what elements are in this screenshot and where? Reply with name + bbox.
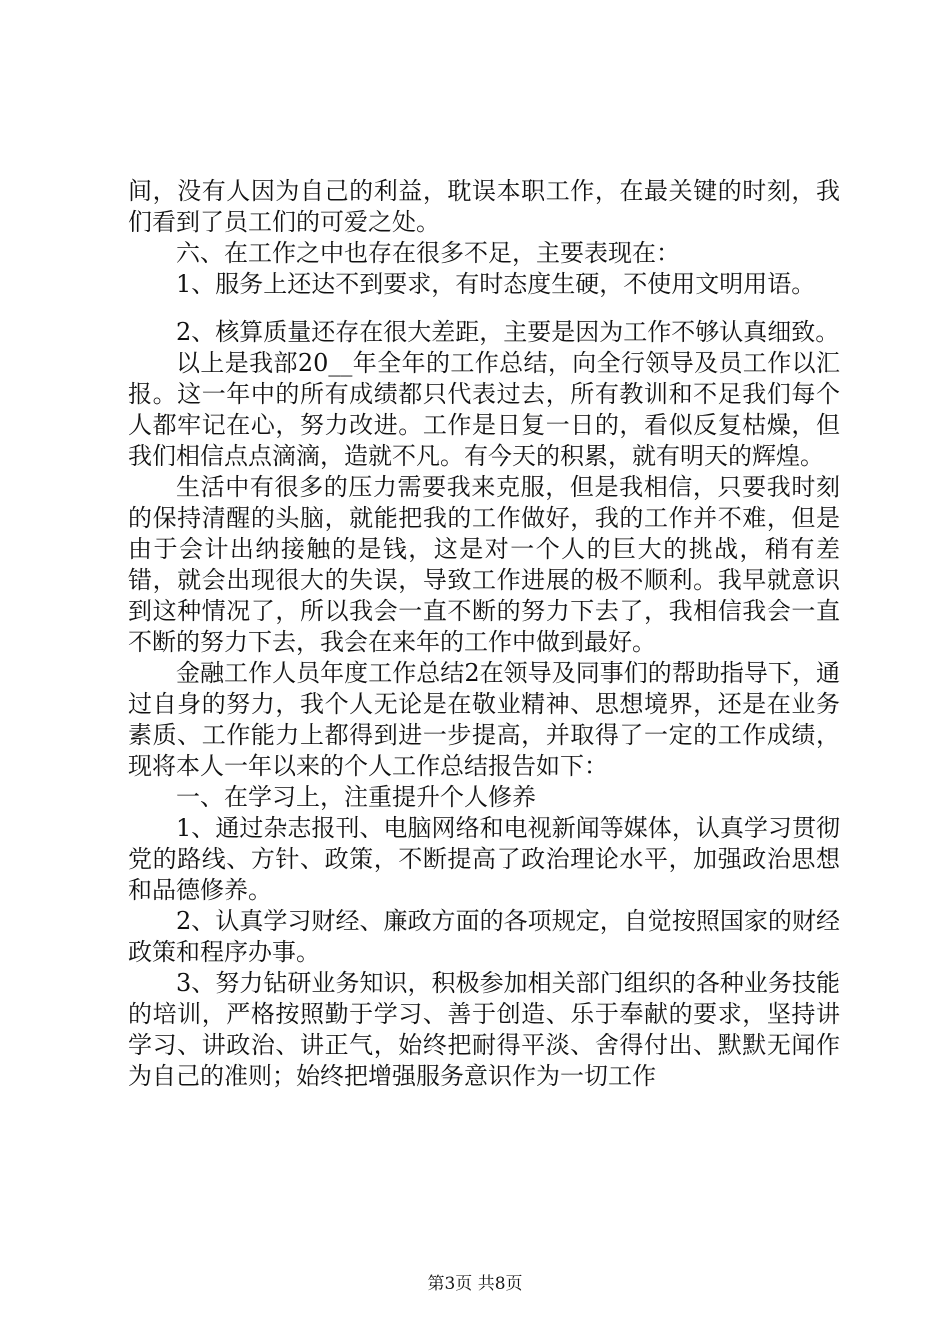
paragraph-report-2-intro: 金融工作人员年度工作总结2在领导及同事们的帮助指导下，通过自身的努力，我个人无论是在敬业精神、思想境界，还是在业务素质、工作能力上都得到进一步提高，并取得了一定的工作成绩，现将本人一年以来的个人工作总结报告如下： <box>128 659 840 780</box>
paragraph-section-one-heading: 一、在学习上，注重提升个人修养 <box>176 783 536 811</box>
paragraph-shortcoming-1: 1、服务上还达不到要求，有时态度生硬，不使用文明用语。 <box>176 270 816 298</box>
paragraph-summary-conclusion: 以上是我部20__年全年的工作总结，向全行领导及员工作以汇报。这一年中的所有成绩都只代表过去，所有教训和不足我们每个人都牢记在心，努力改进。工作是日复一日的，看似反复枯燥，但我们相信点点滴滴，造就不凡。有今天的积累，就有明天的辉煌。 <box>128 349 840 470</box>
paragraph-study-item-3: 3、努力钻研业务知识，积极参加相关部门组织的各种业务技能的培训，严格按照勤于学习、善于创造、乐于奉献的要求，坚持讲学习、讲政治、讲正气，始终把耐得平淡、舍得付出、默默无闻作为自己的准则；始终把增强服务意识作为一切工作 <box>128 969 840 1090</box>
page-number-footer: 第3页 共8页 <box>427 1274 523 1294</box>
paragraph-study-item-1: 1、通过杂志报刊、电脑网络和电视新闻等媒体，认真学习贯彻党的路线、方针、政策，不断提高了政治理论水平，加强政治思想和品德修养。 <box>128 814 840 904</box>
paragraph-section-six-heading: 六、在工作之中也存在很多不足，主要表现在： <box>176 239 680 267</box>
document-body <box>128 176 840 1092</box>
paragraph-study-item-2: 2、认真学习财经、廉政方面的各项规定，自觉按照国家的财经政策和程序办事。 <box>128 907 840 966</box>
paragraph-continuation: 间，没有人因为自己的利益，耽误本职工作，在最关键的时刻，我们看到了员工们的可爱之处。 <box>128 177 840 236</box>
paragraph-shortcoming-2: 2、核算质量还存在很大差距，主要是因为工作不够认真细致。 <box>176 318 840 346</box>
paragraph-life-pressure: 生活中有很多的压力需要我来克服，但是我相信，只要我时刻的保持清醒的头脑，就能把我的工作做好，我的工作并不难，但是由于会计出纳接触的是钱，这是对一个人的巨大的挑战，稍有差错，就会出现很大的失误，导致工作进展的极不顺利。我早就意识到这种情况了，所以我会一直不断的努力下去了，我相信我会一直不断的努力下去，我会在来年的工作中做到最好。 <box>128 473 840 656</box>
